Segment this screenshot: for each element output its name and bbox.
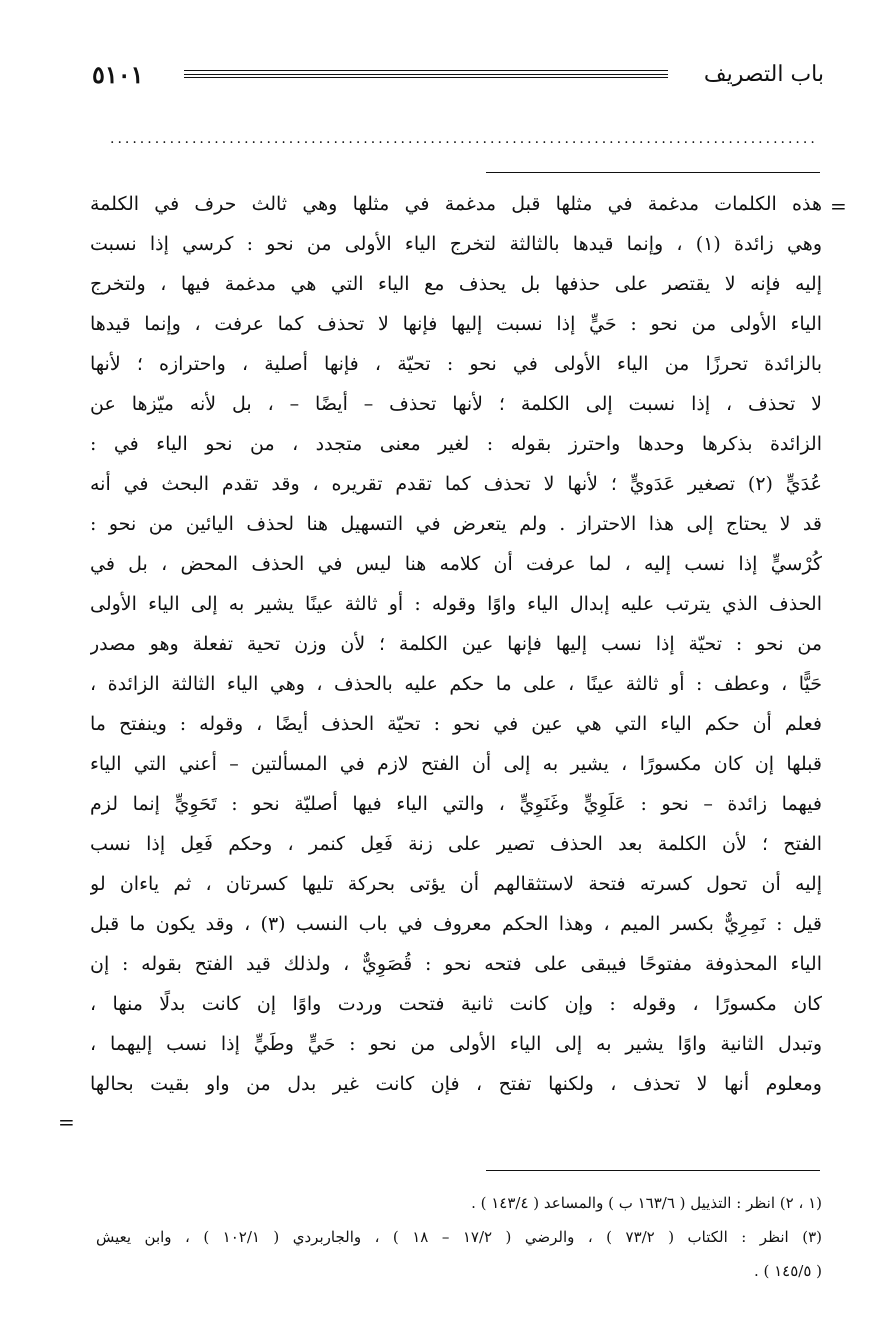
text-line: كان مكسورًا ، وقوله : وإن كانت ثانية فتحت وردت واوًا إن كانت بدلًا منها ، — [90, 993, 822, 1015]
text-line: ومعلوم أنها لا تحذف ، ولكنها تفتح ، فإن كانت غير بدل من واو بقيت بحالها — [90, 1073, 822, 1095]
separator-dots: ............................................................................................... — [110, 132, 818, 146]
chapter-title: باب التصريف — [703, 62, 824, 87]
text-line: حَيًّا ، وعطف : أو ثالثة عينًا ، على ما حكم عليه بالحذف ، وهي الياء الثالثة الزائدة ، — [90, 673, 822, 695]
continuation-mark-start: = — [830, 194, 847, 218]
text-line: قد لا يحتاج إلى هذا الاحتراز . ولم يتعرض في التسهيل هنا لحذف اليائين من نحو : — [90, 513, 822, 535]
text-line: وتبدل الثانية واوًا يشير به إلى الياء الأولى من نحو : حَيٍّ وطَيٍّ إذا نسب إليهما ، — [90, 1033, 822, 1055]
footnote-separator-rule — [486, 1170, 820, 1171]
text-line: الزائدة بذكرها وحدها واحترز بقوله : لغير معنى متجدد ، من نحو الياء في : — [90, 433, 822, 455]
header-rule — [184, 70, 668, 75]
text-line: بالزائدة تحرزًا من الياء الأولى في نحو : تحيّة ، فإنها أصلية ، واحترازه ؛ لأنها — [90, 353, 822, 375]
text-line: وهي زائدة (١) ، وإنما قيدها بالثالثة لتخرج الياء الأولى من نحو : كرسي إذا نسبت — [90, 233, 822, 255]
body-text — [90, 184, 822, 1104]
continuation-mark-end: = — [58, 1110, 75, 1134]
text-line: إليه فإنه لا يقتصر على حذفها بل يحذف مع الياء التي هي مدغمة فيها ، ولتخرج — [90, 273, 822, 295]
page-header — [92, 60, 824, 94]
text-line: قيل : نَمِرِيٌّ بكسر الميم ، وهذا الحكم معروف في باب النسب (٣) ، وقد يكون ما قبل — [90, 913, 822, 935]
text-line: الفتح ؛ لأن الكلمة بعد الحذف تصير على زنة فَعِل كنمر ، وحكم فَعِل إذا نسب — [90, 833, 822, 855]
text-line: هذه الكلمات مدغمة في مثلها قبل مدغمة في مثلها وهي ثالث حرف في الكلمة — [90, 193, 822, 215]
text-line: إليه أن تحول كسرته فتحة لاستثقالهم أن يؤتى بحركة تليها كسرتان ، ثم ياءان لو — [90, 873, 822, 895]
text-line: من نحو : تحيّة إذا نسب إليها فإنها عين الكلمة ؛ لأن وزن تحية تفعلة وهو مصدر — [90, 633, 822, 655]
text-line: عُدَيٍّ (٢) تصغير عَدَويٍّ ؛ لأنها لا تحذف كما تقدم تقريره ، وقد تقدم البحث في أنه — [90, 473, 822, 495]
text-line: الياء الأولى من نحو : حَيٍّ إذا نسبت إليها فإنها لا تحذف كما عرفت ، وإنما قيدها — [90, 313, 822, 335]
text-line: لا تحذف ، إذا نسبت إلى الكلمة ؛ لأنها تحذف – أيضًا – ، بل لأنه ميّزها عن — [90, 393, 822, 415]
text-line: فعلم أن حكم الياء التي هي عين في نحو : تحيّة الحذف أيضًا ، وقوله : وينفتح ما — [90, 713, 822, 735]
page-number: ٥١٠١ — [92, 60, 144, 89]
text-line: الياء المحذوفة مفتوحًا فيبقى على فتحه نحو : قُصَوِيٌّ ، ولذلك قيد الفتح بقوله : إن — [90, 953, 822, 975]
text-line: كُرْسيٍّ إذا نسب إليه ، لما عرفت أن كلامه هنا ليس في الحذف المحض ، بل في — [90, 553, 822, 575]
text-line: قبلها إن كان مكسورًا ، يشير به إلى أن الفتح لازم في المسألتين – أعني التي الياء — [90, 753, 822, 775]
footnote-line: ( ١٤٥/٥ ) . — [753, 1262, 822, 1280]
top-separator-rule — [486, 172, 820, 173]
footnote-line: (١ ، ٢) انظر : التذييل ( ١٦٣/٦ ب ) والمساعد ( ١٤٣/٤ ) . — [471, 1194, 822, 1212]
text-line: الحذف الذي يترتب عليه إبدال الياء واوًا وقوله : أو ثالثة عينًا يشير به إلى الياء الأولى — [90, 593, 822, 615]
text-line: فيهما زائدة – نحو : عَلَوِيٍّ وغَنَوِيٍّ ، والتي الياء فيها أصليّة نحو : تَحَوِيٍّ إنما لزم — [90, 793, 822, 815]
footnote-line: (٣) انظر : الكتاب ( ٧٣/٢ ) ، والرضي ( ١٧/٢ – ١٨ ) ، والجاربردي ( ١٠٢/١ ) ، وابن يعيش — [96, 1228, 822, 1246]
footnotes — [96, 1186, 822, 1288]
